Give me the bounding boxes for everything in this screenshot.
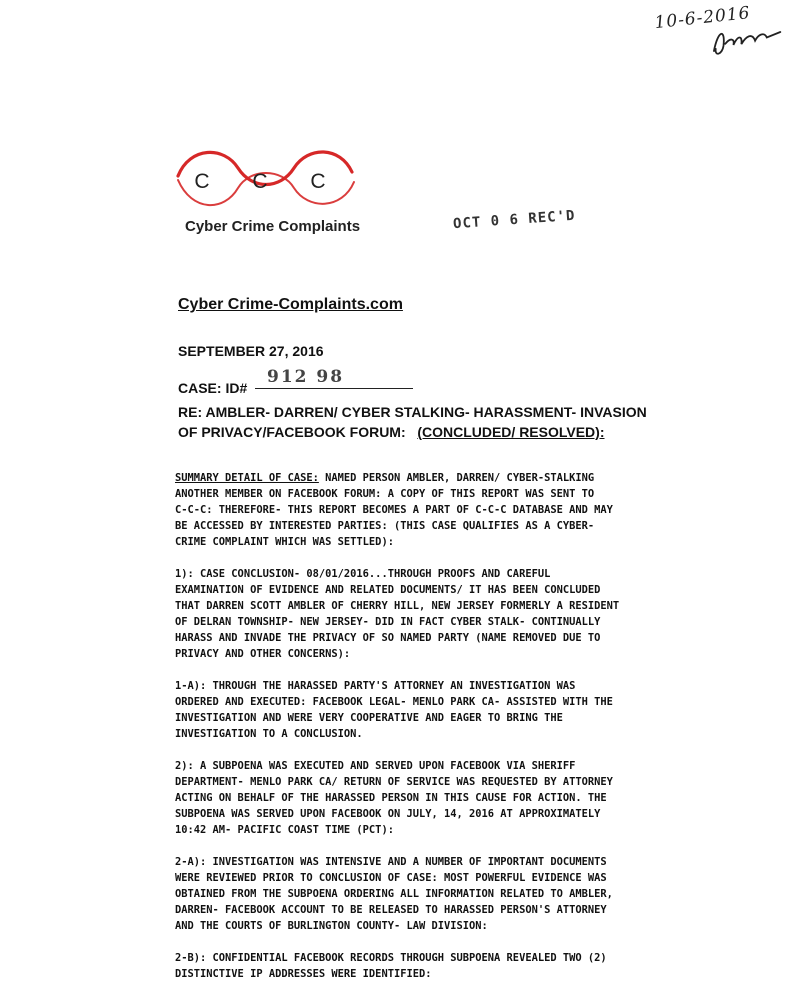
subject-line-2-wrap [178, 422, 738, 442]
summary-line: CRIME COMPLAINT WHICH WAS SETTLED): [175, 536, 394, 548]
paragraph-line: 2): A SUBPOENA WAS EXECUTED AND SERVED UPON FACEBOOK VIA SHERIFF [175, 760, 576, 772]
case-status: (CONCLUDED/ RESOLVED): [417, 424, 605, 440]
paragraph-1 [175, 566, 715, 662]
summary-first-line [175, 470, 715, 486]
case-id-value: 912 98 [255, 366, 413, 389]
paragraph-line: DISTINCTIVE IP ADDRESSES WERE IDENTIFIED: [175, 968, 432, 980]
paragraph-line: 1-A): THROUGH THE HARASSED PARTY'S ATTORNEY AN INVESTIGATION WAS [175, 680, 576, 692]
paragraph-line: PRIVACY AND OTHER CONCERNS): [175, 648, 351, 660]
paragraph-line: OBTAINED FROM THE SUBPOENA ORDERING ALL INFORMATION RELATED TO AMBLER, [175, 888, 613, 900]
logo-letter-3: C [310, 170, 326, 193]
paragraph-line: INVESTIGATION AND WERE VERY COOPERATIVE AND EAGER TO BRING THE [175, 712, 563, 724]
summary-line: C-C-C: THEREFORE- THIS REPORT BECOMES A PART OF C-C-C DATABASE AND MAY [175, 504, 613, 516]
logo-letter-2: C [252, 170, 268, 193]
summary-first-line-text: NAMED PERSON AMBLER, DARREN/ CYBER-STALKING [318, 472, 595, 484]
paragraph-line: OF DELRAN TOWNSHIP- NEW JERSEY- DID IN FACT CYBER STALK- CONTINUALLY [175, 616, 601, 628]
paragraph-line: DARREN- FACEBOOK ACCOUNT TO BE RELEASED TO HARASSED PERSON'S ATTORNEY [175, 904, 607, 916]
site-title: Cyber Crime-Complaints.com [178, 296, 403, 313]
paragraph-line: ACTING ON BEHALF OF THE HARASSED PERSON IN THIS CAUSE FOR ACTION. THE [175, 792, 607, 804]
paragraph-line: EXAMINATION OF EVIDENCE AND RELATED DOCUMENTS/ IT HAS BEEN CONCLUDED [175, 584, 601, 596]
paragraph-line: 2-B): CONFIDENTIAL FACEBOOK RECORDS THROUGH SUBPOENA REVEALED TWO (2) [175, 952, 607, 964]
paragraph-line: WERE REVIEWED PRIOR TO CONCLUSION OF CASE: MOST POWERFUL EVIDENCE WAS [175, 872, 607, 884]
paragraph-line: 2-A): INVESTIGATION WAS INTENSIVE AND A NUMBER OF IMPORTANT DOCUMENTS [175, 856, 607, 868]
summary-paragraph [175, 470, 715, 550]
paragraph-line: 1): CASE CONCLUSION- 08/01/2016...THROUGH PROOFS AND CAREFUL [175, 568, 551, 580]
handwritten-initials [707, 17, 790, 59]
paragraph-line: HARASS AND INVADE THE PRIVACY OF SO NAMED PARTY (NAME REMOVED DUE TO [175, 632, 601, 644]
paragraph-line: 10:42 AM- PACIFIC COAST TIME (PCT): [175, 824, 394, 836]
subject-line-2: OF PRIVACY/FACEBOOK FORUM: [178, 424, 406, 440]
paragraph-line: DEPARTMENT- MENLO PARK CA/ RETURN OF SERVICE WAS REQUESTED BY ATTORNEY [175, 776, 613, 788]
subject-line [178, 402, 738, 442]
paragraph-line: ORDERED AND EXECUTED: FACEBOOK LEGAL- MENLO PARK CA- ASSISTED WITH THE [175, 696, 613, 708]
paragraph-line: THAT DARREN SCOTT AMBLER OF CHERRY HILL, NEW JERSEY FORMERLY A RESIDENT [175, 600, 620, 612]
logo-letter-1: C [194, 170, 210, 193]
paragraph-line: INVESTIGATION TO A CONCLUSION. [175, 728, 363, 740]
paragraph-2 [175, 758, 715, 838]
ccc-logo [170, 148, 390, 238]
paragraph-1a [175, 678, 715, 742]
report-date: SEPTEMBER 27, 2016 [178, 343, 324, 359]
logo-tagline: Cyber Crime Complaints [185, 218, 361, 235]
summary-line: ANOTHER MEMBER ON FACEBOOK FORUM: A COPY OF THIS REPORT WAS SENT TO [175, 488, 595, 500]
paragraph-2a [175, 854, 715, 934]
handwritten-annotation [645, 0, 800, 70]
case-id-label: CASE: ID# [178, 380, 248, 396]
report-body [175, 470, 715, 998]
summary-line: BE ACCESSED BY INTERESTED PARTIES: (THIS CASE QUALIFIES AS A CYBER- [175, 520, 595, 532]
paragraph-line: AND THE COURTS OF BURLINGTON COUNTY- LAW DIVISION: [175, 920, 488, 932]
handwritten-date: 10-6-2016 [653, 3, 752, 34]
received-stamp: OCT 0 6 REC'D [452, 207, 576, 233]
summary-label: SUMMARY DETAIL OF CASE: [175, 472, 319, 484]
subject-line-1: RE: AMBLER- DARREN/ CYBER STALKING- HARASSMENT- INVASION [178, 404, 647, 420]
paragraph-2b [175, 950, 715, 982]
paragraph-line: SUBPOENA WAS SERVED UPON FACEBOOK ON JULY, 14, 2016 AT APPROXIMATELY [175, 808, 601, 820]
